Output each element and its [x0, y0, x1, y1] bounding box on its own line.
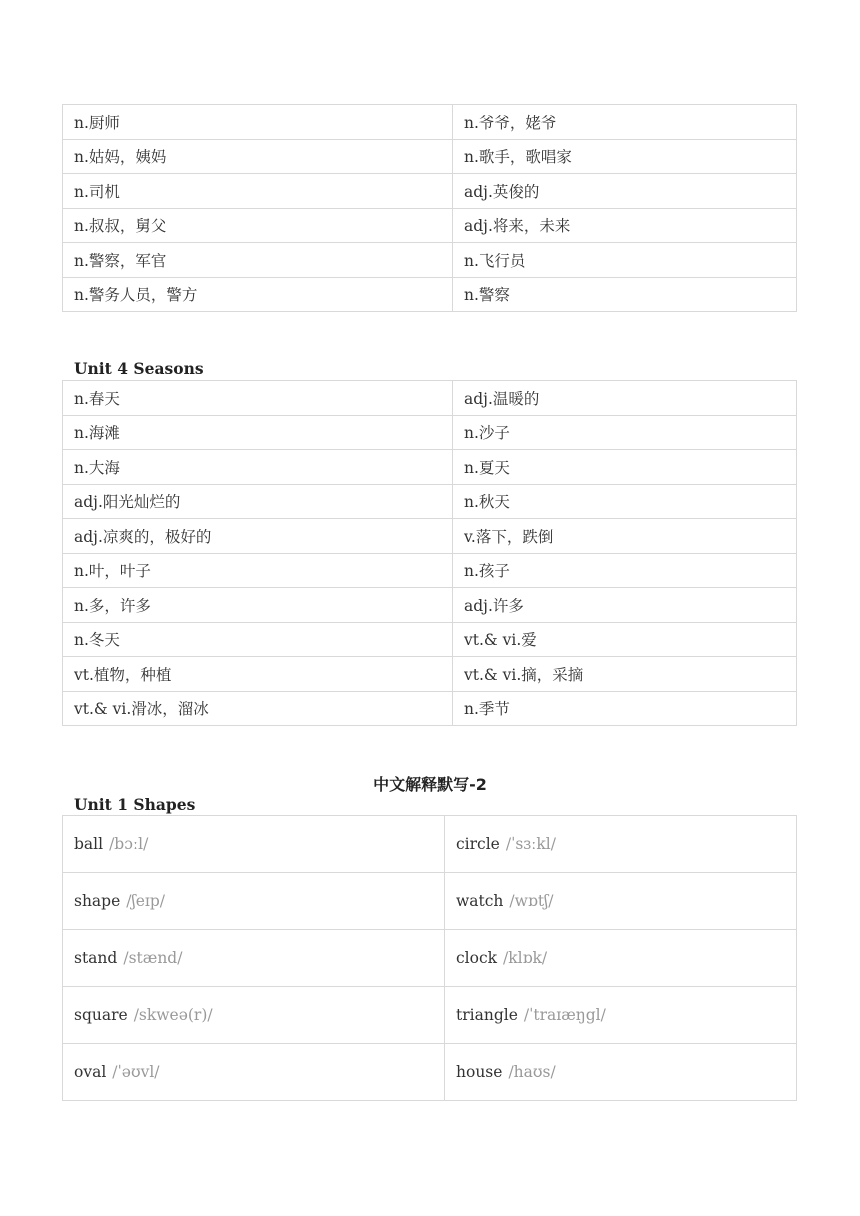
- table-cell: [445, 873, 797, 930]
- table-cell: vt.& vi.滑冰，溜冰: [63, 691, 453, 726]
- word: house: [456, 1063, 503, 1081]
- table-cell: n.司机: [63, 174, 453, 209]
- table-row: [63, 174, 797, 209]
- table-cell: [445, 987, 797, 1044]
- table-cell: n.叔叔，舅父: [63, 208, 453, 243]
- phonetic: /skweə(r)/: [133, 1006, 213, 1024]
- vocab-table-seasons: [62, 380, 797, 726]
- phonetic: /bɔːl/: [109, 835, 149, 853]
- table-row: [63, 415, 797, 450]
- table-row: [63, 1044, 797, 1101]
- table-row: [63, 873, 797, 930]
- table-cell: n.春天: [63, 381, 453, 416]
- table-cell: [63, 873, 445, 930]
- word: stand: [74, 949, 118, 967]
- table-cell: vt.& vi.爱: [453, 622, 797, 657]
- unit-4-title: Unit 4 Seasons: [74, 359, 204, 378]
- table-cell: n.警察，军官: [63, 243, 453, 278]
- table-row: [63, 243, 797, 278]
- word: oval: [74, 1063, 107, 1081]
- phonetic: /ˈtraɪæŋgl/: [523, 1006, 606, 1024]
- phonetic: /stænd/: [123, 949, 183, 967]
- table-row: [63, 657, 797, 692]
- table-cell: adj.凉爽的，极好的: [63, 519, 453, 554]
- table-cell: n.歌手，歌唱家: [453, 139, 797, 174]
- table-cell: adj.阳光灿烂的: [63, 484, 453, 519]
- table-cell: n.叶，叶子: [63, 553, 453, 588]
- table-cell: n.沙子: [453, 415, 797, 450]
- word: triangle: [456, 1006, 518, 1024]
- word: clock: [456, 949, 498, 967]
- table-cell: n.孩子: [453, 553, 797, 588]
- table-cell: [445, 1044, 797, 1101]
- table-row: [63, 553, 797, 588]
- table-cell: n.姑妈，姨妈: [63, 139, 453, 174]
- section-title: 中文解释默写-2: [373, 775, 487, 794]
- table-cell: [63, 930, 445, 987]
- phonetic: /haʊs/: [508, 1063, 556, 1081]
- table-row: [63, 484, 797, 519]
- vocab-table-occupations: [62, 104, 797, 312]
- table-cell: n.飞行员: [453, 243, 797, 278]
- table-row: [63, 691, 797, 726]
- word: circle: [456, 835, 500, 853]
- table-cell: n.爷爷，姥爷: [453, 105, 797, 140]
- table-row: [63, 208, 797, 243]
- table-row: [63, 519, 797, 554]
- phonetic: /ˈsɜːkl/: [505, 835, 556, 853]
- table-row: [63, 381, 797, 416]
- table-cell: n.季节: [453, 691, 797, 726]
- word: ball: [74, 835, 104, 853]
- phonetic: /klɒk/: [503, 949, 548, 967]
- table-cell: n.警察: [453, 277, 797, 312]
- table-cell: n.海滩: [63, 415, 453, 450]
- table-cell: adj.英俊的: [453, 174, 797, 209]
- table-cell: n.夏天: [453, 450, 797, 485]
- table-row: [63, 987, 797, 1044]
- table-row: [63, 622, 797, 657]
- table-cell: n.厨师: [63, 105, 453, 140]
- table-cell: adj.许多: [453, 588, 797, 623]
- table-cell: [445, 816, 797, 873]
- vocab-table-shapes: [62, 815, 797, 1101]
- table-cell: adj.将来，未来: [453, 208, 797, 243]
- table-cell: [63, 816, 445, 873]
- table-cell: adj.温暖的: [453, 381, 797, 416]
- table-row: [63, 450, 797, 485]
- table-cell: [63, 1044, 445, 1101]
- table-cell: [63, 987, 445, 1044]
- word: watch: [456, 892, 504, 910]
- table-cell: [445, 930, 797, 987]
- phonetic: /ʃeɪp/: [126, 892, 165, 910]
- table-row: [63, 105, 797, 140]
- table-cell: n.冬天: [63, 622, 453, 657]
- table-row: [63, 588, 797, 623]
- table-cell: n.秋天: [453, 484, 797, 519]
- table-row: [63, 816, 797, 873]
- unit-1-title: Unit 1 Shapes: [74, 795, 196, 814]
- table-cell: vt.植物，种植: [63, 657, 453, 692]
- phonetic: /wɒtʃ/: [509, 892, 554, 910]
- table-row: [63, 930, 797, 987]
- word: square: [74, 1006, 128, 1024]
- word: shape: [74, 892, 121, 910]
- table-cell: n.多，许多: [63, 588, 453, 623]
- table-row: [63, 139, 797, 174]
- table-cell: v.落下，跌倒: [453, 519, 797, 554]
- table-cell: vt.& vi.摘，采摘: [453, 657, 797, 692]
- table-cell: n.警务人员，警方: [63, 277, 453, 312]
- table-cell: n.大海: [63, 450, 453, 485]
- table-row: [63, 277, 797, 312]
- phonetic: /ˈəʊvl/: [112, 1063, 160, 1081]
